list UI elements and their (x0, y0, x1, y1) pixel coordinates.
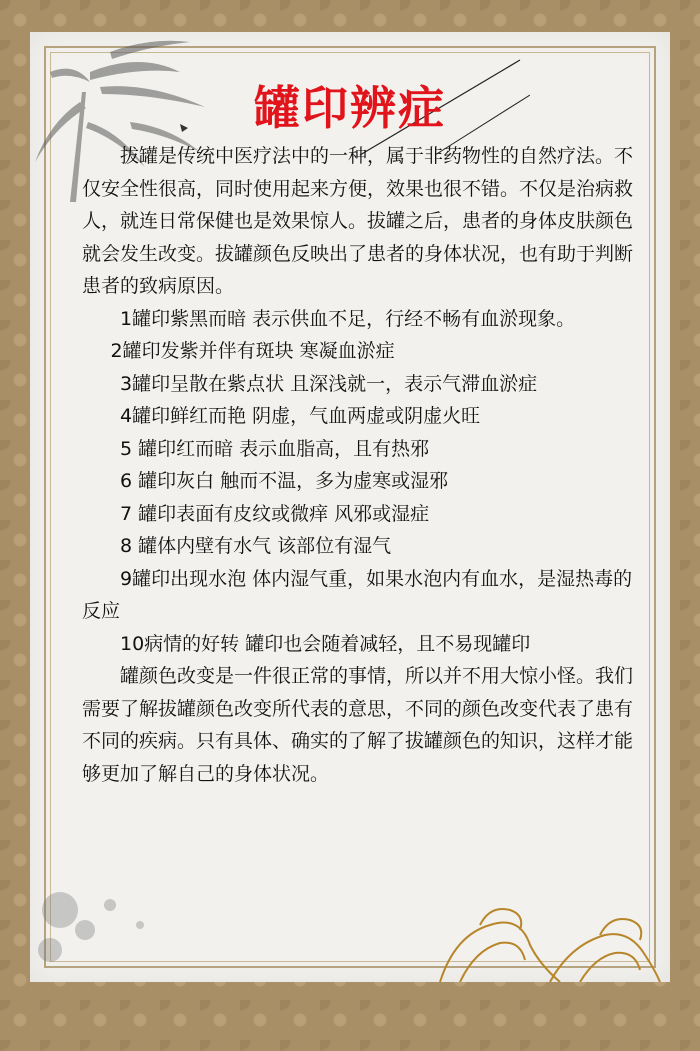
list-item: 8 罐体内壁有水气 该部位有湿气 (120, 535, 392, 557)
list-item: 1罐印紫黑而暗 表示供血不足，行经不畅有血淤现象。 (120, 307, 576, 330)
list-item: 5 罐印红而暗 表示血脂高，且有热邪 (120, 437, 430, 460)
list-item: 4罐印鲜红而艳 阴虚，气血两虚或阴虚火旺 (120, 405, 481, 427)
article-body (82, 140, 642, 790)
page-title: 罐印辨症 (254, 81, 446, 135)
list-item: 2罐印发紫并伴有斑块 寒凝血淤症 (110, 340, 395, 362)
list-item: 10病情的好转 罐印也会随着减轻，且不易现罐印 (120, 632, 531, 655)
list-item: 3罐印呈散在紫点状 且深浅就一，表示气滞血淤症 (120, 372, 538, 395)
list-item: 9罐印出现水泡 体内湿气重，如果水泡内有血水，是湿热毒的反应 (82, 567, 633, 622)
ink-splash-decoration (30, 870, 170, 980)
conclusion-paragraph: 罐颜色改变是一件很正常的事情，所以并不用大惊小怪。我们需要了解拔罐颜色改变所代表的意思，不同的颜色改变代表了患有不同的疾病。只有具体、确实的了解了拔罐颜色的知识，这样才能够更加了解自己的身体状况。 (82, 665, 634, 785)
list-item: 6 罐印灰白 触而不温，多为虚寒或湿邪 (120, 470, 449, 492)
gold-landscape-decoration (420, 885, 670, 982)
intro-paragraph: 拔罐是传统中医疗法中的一种，属于非药物性的自然疗法。不仅安全性很高，同时使用起来方便，效果也很不错。不仅是治病救人，就连日常保健也是效果惊人。拔罐之后，患者的身体皮肤颜色就会发生改变。拔罐颜色反映出了患者的身体状况，也有助于判断患者的致病原因。 (82, 145, 634, 297)
list-item: 7 罐印表面有皮纹或微痒 风邪或湿症 (120, 502, 430, 525)
